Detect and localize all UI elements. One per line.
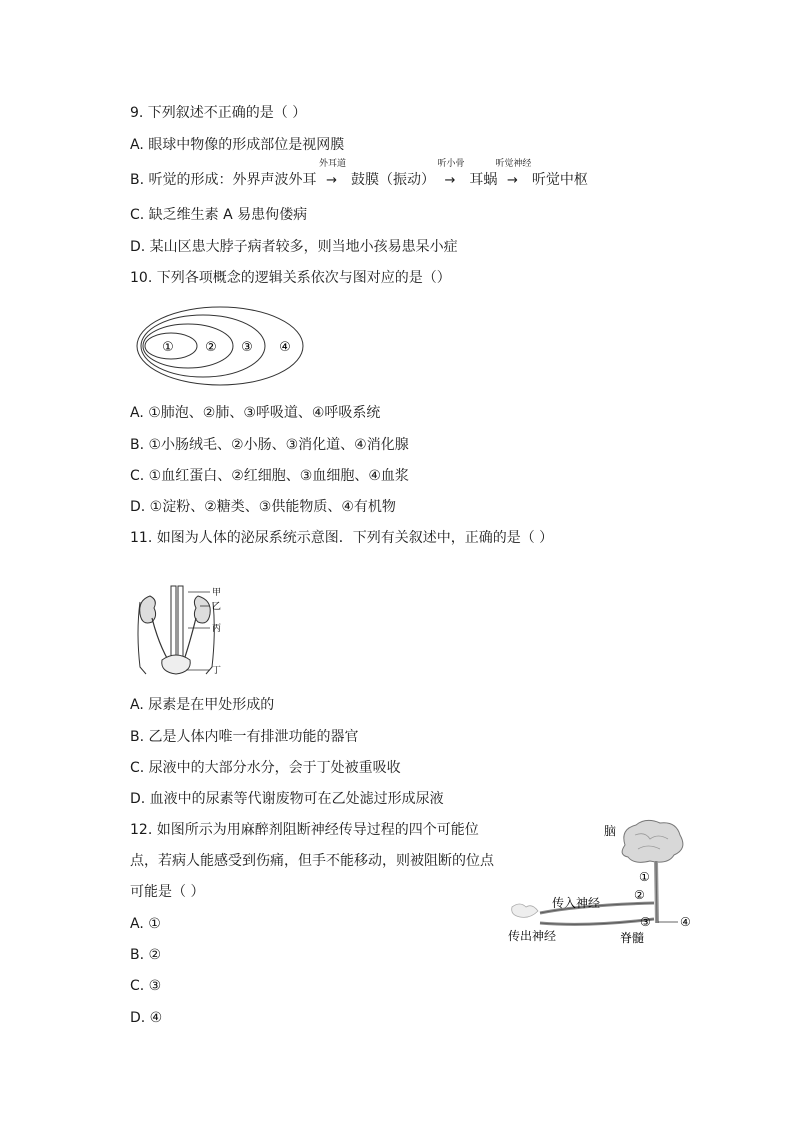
- brain-label: 脑: [604, 824, 617, 838]
- label-ding: 丁: [212, 666, 222, 676]
- ellipse-label-3: ③: [241, 340, 253, 355]
- q10-option-b: B. ①小肠绒毛、②小肠、③消化道、④消化腺: [130, 437, 409, 453]
- q11-option-b: B. 乙是人体内唯一有排泄功能的器官: [130, 729, 359, 745]
- q11-stem: 11. 如图为人体的泌尿系统示意图．下列有关叙述中，正确的是（ ）: [130, 530, 554, 546]
- q11-option-a: A. 尿素是在甲处形成的: [130, 697, 275, 713]
- q12-option-c: C. ③: [130, 978, 162, 994]
- nested-ellipses-diagram: [135, 305, 315, 387]
- q12-option-a: A. ①: [130, 916, 161, 932]
- q10-option-c: C. ①血红蛋白、②红细胞、③血细胞、④血浆: [130, 468, 409, 484]
- spinal-cord-label: 脊髓: [620, 931, 645, 945]
- q9-option-b: [130, 159, 588, 191]
- q11-option-d: D. 血液中的尿素等代谢废物可在乙处滤过形成尿液: [130, 791, 444, 807]
- arrow-icon: →: [506, 173, 518, 188]
- q10-option-a: A. ①肺泡、②肺、③呼吸道、④呼吸系统: [130, 405, 381, 421]
- ellipse-label-4: ④: [279, 340, 291, 355]
- q12-stem-line-3: 可能是（ ）: [130, 884, 205, 900]
- q9-b-prefix: B. 听觉的形成：外界声波外耳: [130, 172, 317, 188]
- mark-1: ①: [639, 870, 650, 884]
- q9-b-arrow-label-2: 听小骨: [437, 159, 465, 169]
- q9-stem: 9. 下列叙述不正确的是（ ）: [130, 105, 307, 121]
- efferent-label: 传出神经: [508, 929, 557, 943]
- arrow-icon: →: [444, 173, 456, 188]
- q9-option-a: A. 眼球中物像的形成部位是视网膜: [130, 137, 345, 153]
- q9-option-c: C. 缺乏维生素 A 易患佝偻病: [130, 207, 308, 223]
- urinary-system-diagram: [128, 582, 238, 680]
- q10-option-d: D. ①淀粉、②糖类、③供能物质、④有机物: [130, 499, 396, 515]
- nerve-pathway-diagram: [500, 815, 700, 950]
- mark-4: ④: [680, 915, 691, 929]
- q9-b-arrow-1: [317, 159, 347, 191]
- q11-option-c: C. 尿液中的大部分水分，会于丁处被重吸收: [130, 760, 401, 776]
- label-bing: 丙: [212, 624, 222, 634]
- q12-stem-line-1: 12. 如图所示为用麻醉剂阻断神经传导过程的四个可能位: [130, 822, 479, 838]
- mark-2: ②: [634, 888, 645, 902]
- q12-option-b: B. ②: [130, 947, 162, 963]
- q9-option-d: D. 某山区患大脖子病者较多，则当地小孩易患呆小症: [130, 239, 458, 255]
- q12-stem-line-2: 点，若病人能感受到伤痛，但手不能移动，则被阻断的位点: [130, 853, 494, 869]
- label-yi: 乙: [212, 602, 222, 612]
- label-jia: 甲: [212, 588, 222, 598]
- ellipse-label-2: ②: [205, 340, 217, 355]
- mark-3: ③: [640, 915, 651, 929]
- afferent-label: 传入神经: [552, 896, 601, 910]
- q9-b-mid-2: 耳蜗: [469, 172, 498, 188]
- q9-b-arrow-label-1: 外耳道: [319, 159, 347, 169]
- ellipse-label-1: ①: [162, 340, 174, 355]
- q9-b-arrow-label-3: 听觉神经: [495, 159, 532, 169]
- q9-b-end: 听觉中枢: [531, 172, 588, 188]
- arrow-icon: →: [326, 173, 337, 188]
- q9-b-mid-1: 鼓膜（振动）: [350, 172, 435, 188]
- q10-stem: 10. 下列各项概念的逻辑关系依次与图对应的是（）: [130, 270, 451, 286]
- q12-option-d: D. ④: [130, 1010, 163, 1026]
- q9-b-arrow-2: [435, 159, 465, 191]
- q9-b-arrow-3: [495, 159, 532, 191]
